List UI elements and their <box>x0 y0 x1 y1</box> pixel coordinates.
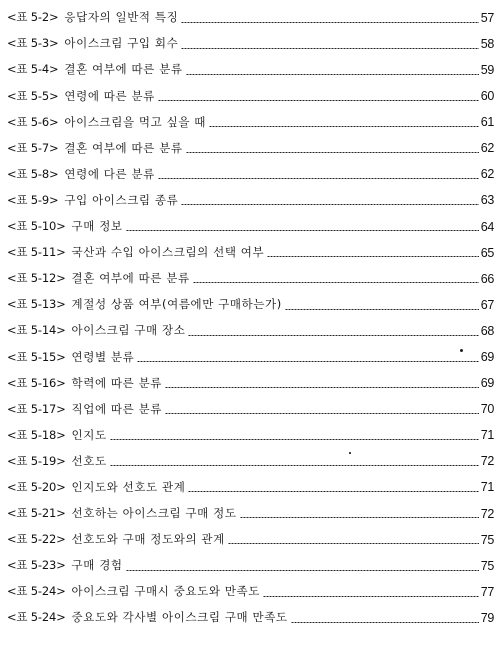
entry-page-number: 62 <box>480 167 494 182</box>
entry-label: <표 5-19> <box>7 453 66 468</box>
scan-speck <box>349 452 351 454</box>
entry-page-number: 66 <box>480 271 494 286</box>
entry-page-number: 63 <box>480 193 494 208</box>
entry-label: <표 5-6> <box>7 114 59 129</box>
toc-entry <box>7 214 494 240</box>
entry-title: 선호도와 구매 정도와의 관계 <box>71 532 225 547</box>
entry-title: 구입 아이스크림 종류 <box>64 192 179 207</box>
entry-page-number: 72 <box>480 454 494 469</box>
entry-title: 응답자의 일반적 특징 <box>64 10 179 25</box>
entry-page-number: 57 <box>480 10 494 25</box>
dot-leader <box>158 100 479 101</box>
dot-leader <box>110 439 479 440</box>
table-of-contents <box>7 5 494 631</box>
toc-entry <box>7 501 494 527</box>
dot-leader <box>285 309 479 310</box>
entry-label: <표 5-4> <box>7 62 59 77</box>
entry-label: <표 5-21> <box>7 506 66 521</box>
dot-leader <box>137 361 478 362</box>
entry-title: 아이스크림을 먹고 싶을 때 <box>64 114 206 129</box>
toc-entry <box>7 449 494 475</box>
entry-title: 아이스크림 구입 회수 <box>64 36 179 51</box>
toc-entry <box>7 188 494 214</box>
dot-leader <box>165 413 479 414</box>
entry-label: <표 5-8> <box>7 166 59 181</box>
entry-label: <표 5-11> <box>7 245 66 260</box>
toc-entry <box>7 370 494 396</box>
entry-title: 국산과 수입 아이스크림의 선택 여부 <box>71 245 265 260</box>
toc-entry <box>7 344 494 370</box>
entry-label: <표 5-2> <box>7 10 59 25</box>
dot-leader <box>186 152 479 153</box>
dot-leader <box>291 622 479 623</box>
dot-leader <box>186 74 479 75</box>
entry-label: <표 5-13> <box>7 297 66 312</box>
entry-title: 구매 정보 <box>71 219 123 234</box>
dot-leader <box>181 48 478 49</box>
entry-page-number: 68 <box>480 323 494 338</box>
entry-page-number: 71 <box>480 428 494 443</box>
dot-leader <box>181 22 478 23</box>
entry-page-number: 75 <box>480 558 494 573</box>
entry-title: 중요도와 각사별 아이스크림 구매 만족도 <box>71 610 288 625</box>
entry-title: 학력에 따른 분류 <box>71 375 163 390</box>
scan-speck <box>460 349 463 352</box>
entry-page-number: 60 <box>480 89 494 104</box>
dot-leader <box>126 570 479 571</box>
dot-leader <box>165 387 479 388</box>
toc-entry <box>7 396 494 422</box>
toc-entry <box>7 605 494 631</box>
entry-title: 아이스크림 구매시 중요도와 만족도 <box>71 584 260 599</box>
entry-label: <표 5-16> <box>7 375 66 390</box>
entry-label: <표 5-12> <box>7 271 66 286</box>
dot-leader <box>209 126 479 127</box>
entry-title: 계절성 상품 여부(여름에만 구매하는가) <box>71 297 282 312</box>
entry-title: 선호하는 아이스크림 구매 정도 <box>71 506 237 521</box>
dot-leader <box>188 335 478 336</box>
toc-entry <box>7 109 494 135</box>
toc-entry <box>7 553 494 579</box>
toc-entry <box>7 5 494 31</box>
toc-entry <box>7 527 494 553</box>
entry-title: 결혼 여부에 따른 분류 <box>71 271 190 286</box>
dot-leader <box>193 282 479 283</box>
entry-label: <표 5-7> <box>7 140 59 155</box>
entry-label: <표 5-5> <box>7 88 59 103</box>
entry-page-number: 69 <box>480 376 494 391</box>
entry-page-number: 64 <box>480 219 494 234</box>
toc-entry <box>7 423 494 449</box>
toc-entry <box>7 83 494 109</box>
toc-entry <box>7 57 494 83</box>
dot-leader <box>158 178 479 179</box>
entry-title: 인지도 <box>71 427 107 442</box>
entry-label: <표 5-10> <box>7 219 66 234</box>
entry-title: 선호도 <box>71 453 107 468</box>
dot-leader <box>228 543 479 544</box>
entry-label: <표 5-22> <box>7 532 66 547</box>
entry-title: 직업에 따른 분류 <box>71 401 163 416</box>
entry-page-number: 79 <box>480 610 494 625</box>
entry-title: 연령에 따른 분류 <box>64 88 155 103</box>
entry-label: <표 5-24> <box>7 584 66 599</box>
entry-title: 아이스크림 구매 장소 <box>71 323 186 338</box>
dot-leader <box>240 517 479 518</box>
toc-entry <box>7 579 494 605</box>
entry-page-number: 67 <box>480 297 494 312</box>
dot-leader <box>110 465 479 466</box>
entry-page-number: 77 <box>480 584 494 599</box>
toc-entry <box>7 31 494 57</box>
entry-page-number: 70 <box>480 402 494 417</box>
entry-label: <표 5-24> <box>7 610 66 625</box>
entry-title: 구매 경험 <box>71 558 123 573</box>
entry-page-number: 59 <box>480 62 494 77</box>
toc-entry <box>7 318 494 344</box>
dot-leader <box>126 230 479 231</box>
dot-leader <box>263 596 479 597</box>
entry-title: 결혼 여부에 따른 분류 <box>64 62 183 77</box>
toc-entry <box>7 292 494 318</box>
toc-entry <box>7 162 494 188</box>
entry-title: 결혼 여부에 따른 분류 <box>64 140 183 155</box>
entry-label: <표 5-23> <box>7 558 66 573</box>
entry-title: 연령에 다른 분류 <box>64 166 155 181</box>
entry-page-number: 58 <box>480 36 494 51</box>
entry-title: 인지도와 선호도 관계 <box>71 479 186 494</box>
entry-page-number: 72 <box>480 506 494 521</box>
entry-label: <표 5-17> <box>7 401 66 416</box>
toc-entry <box>7 240 494 266</box>
entry-title: 연령별 분류 <box>71 349 135 364</box>
entry-page-number: 69 <box>480 350 494 365</box>
entry-label: <표 5-20> <box>7 479 66 494</box>
entry-page-number: 62 <box>480 141 494 156</box>
entry-label: <표 5-18> <box>7 427 66 442</box>
toc-entry <box>7 475 494 501</box>
toc-entry <box>7 266 494 292</box>
dot-leader <box>188 491 478 492</box>
entry-label: <표 5-14> <box>7 323 66 338</box>
entry-label: <표 5-3> <box>7 36 59 51</box>
entry-page-number: 71 <box>480 480 494 495</box>
entry-page-number: 65 <box>480 245 494 260</box>
dot-leader <box>267 256 478 257</box>
entry-label: <표 5-15> <box>7 349 66 364</box>
entry-page-number: 61 <box>480 115 494 130</box>
entry-page-number: 75 <box>480 532 494 547</box>
entry-label: <표 5-9> <box>7 192 59 207</box>
toc-entry <box>7 135 494 161</box>
dot-leader <box>181 204 478 205</box>
